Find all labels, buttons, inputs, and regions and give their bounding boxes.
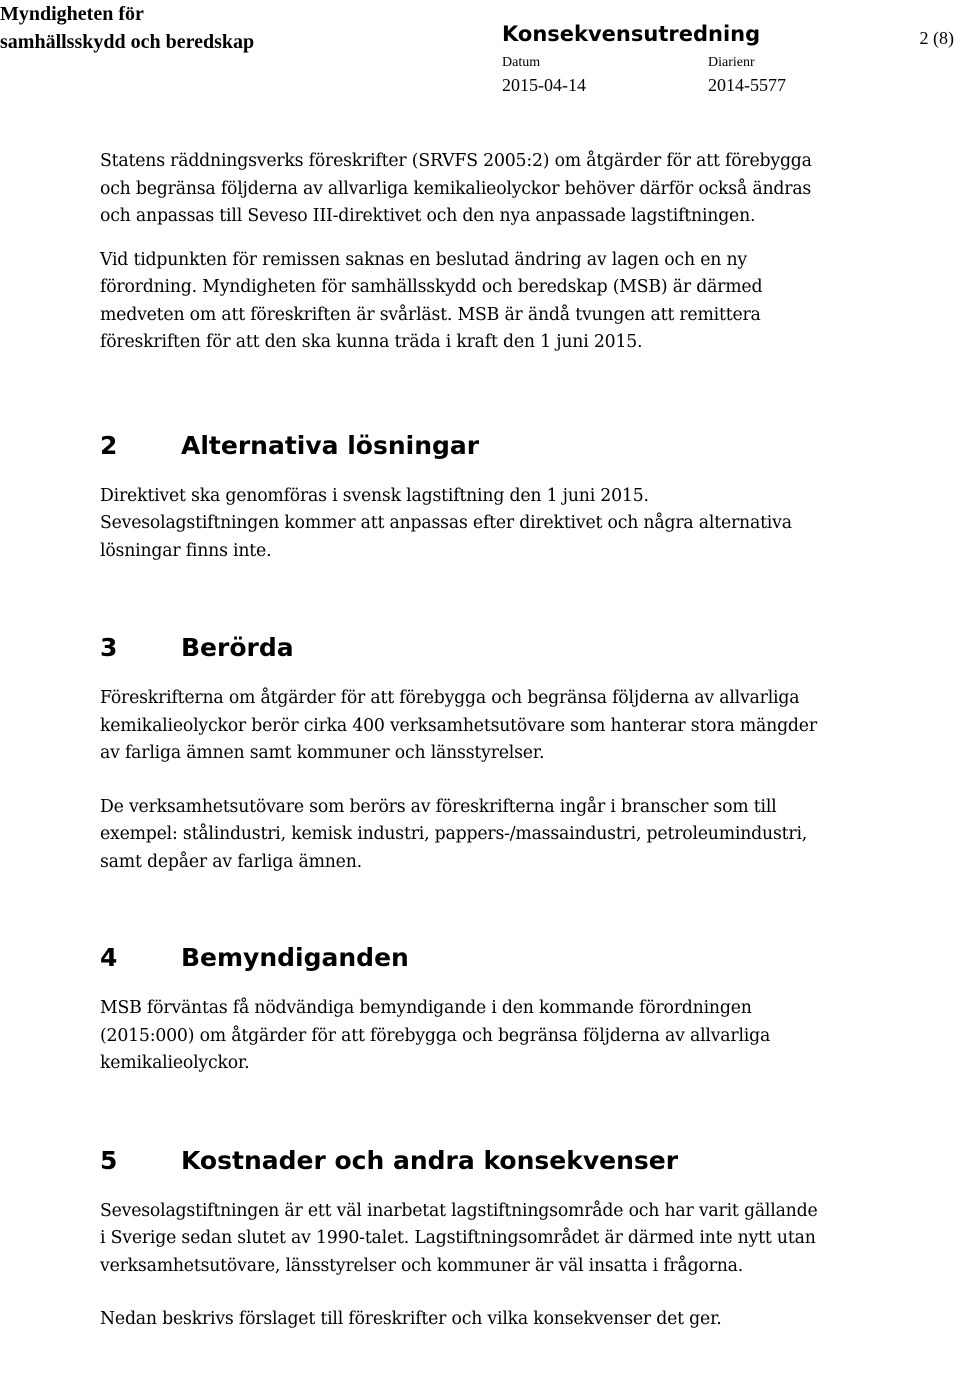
section-3-paragraph-2: De verksamhetsutövare som berörs av föreskrifterna ingår i branscher som till exempel: stålindustri, kemisk industri, pappers-/massaindustri, petroleumindustri, samt depåer av farliga ämnen. [100,796,808,872]
intro-paragraph-2: Vid tidpunkten för remissen saknas en beslutad ändring av lagen och en ny förordning. Myndigheten för samhällsskydd och beredskap (MSB) är därmed medveten om att föreskriften är svårläst. MSB är ändå tvungen att remittera föreskriften för att den ska kunna träda i kraft den 1 juni 2015. [100,249,763,352]
section-5-paragraph-2: Nedan beskrivs förslaget till föreskrifter och vilka konsekvenser det ger. [100,1309,722,1329]
organization-name-line2: samhällsskydd och beredskap [0,31,255,53]
intro-paragraph-1: Statens räddningsverks föreskrifter (SRVFS 2005:2) om åtgärder för att förebygga och begränsa följderna av allvarliga kemikalieolyckor behöver därför också ändras och anpassas till Seveso III-direktivet och den nya anpassade lagstiftningen. [100,151,812,226]
section-2-paragraph-1: Direktivet ska genomföras i svensk lagstiftning den 1 juni 2015. Sevesolagstiftningen kommer att anpassas efter direktivet och några alternativa lösningar finns inte. [100,485,792,561]
section-number: 4 [100,943,118,972]
section-3-paragraph-1: Föreskrifterna om åtgärder för att förebygga och begränsa följderna av allvarliga kemikalieolyckor berör cirka 400 verksamhetsutövare som hanterar stora mängder av farliga ämnen samt kommuner och länsstyrelser. [100,688,817,763]
section-heading-3 [100,633,820,663]
section-heading-2 [100,431,820,461]
section-heading-5 [100,1146,820,1176]
section-title: Kostnader och andra konsekvenser [181,1145,679,1175]
section-number: 2 [100,430,118,460]
document-body [100,148,820,1334]
section-5-paragraph-1: Sevesolagstiftningen är ett väl inarbetat lagstiftningsområde och har varit gällande i Sverige sedan slutet av 1990-talet. Lagstiftningsområdet är därmed inte nytt utan verksamhetsutövare, länsstyrelser och kommuner är väl insatta i frågorna. [100,1200,818,1276]
section-title: Berörda [181,633,294,662]
section-4-paragraph-1: MSB förväntas få nödvändiga bemyndigande i den kommande förordningen (2015:000) om åtgärder för att förebygga och begränsa följderna av allvarliga kemikalieolyckor. [100,998,771,1073]
section-number: 3 [100,633,118,662]
diary-number-label: Diarienr [708,55,755,70]
date-label: Datum [502,55,541,70]
diary-number-value: 2014-5577 [708,75,786,95]
date-value: 2015-04-14 [502,75,586,95]
organization-name-line1: Myndigheten för [0,3,144,25]
page-number: 2 (8) [919,28,954,48]
section-title: Bemyndiganden [181,943,409,972]
document-type: Konsekvensutredning [502,22,761,46]
section-number: 5 [100,1145,118,1175]
section-heading-4 [100,943,820,973]
section-title: Alternativa lösningar [181,430,480,460]
organization-name [0,0,254,56]
